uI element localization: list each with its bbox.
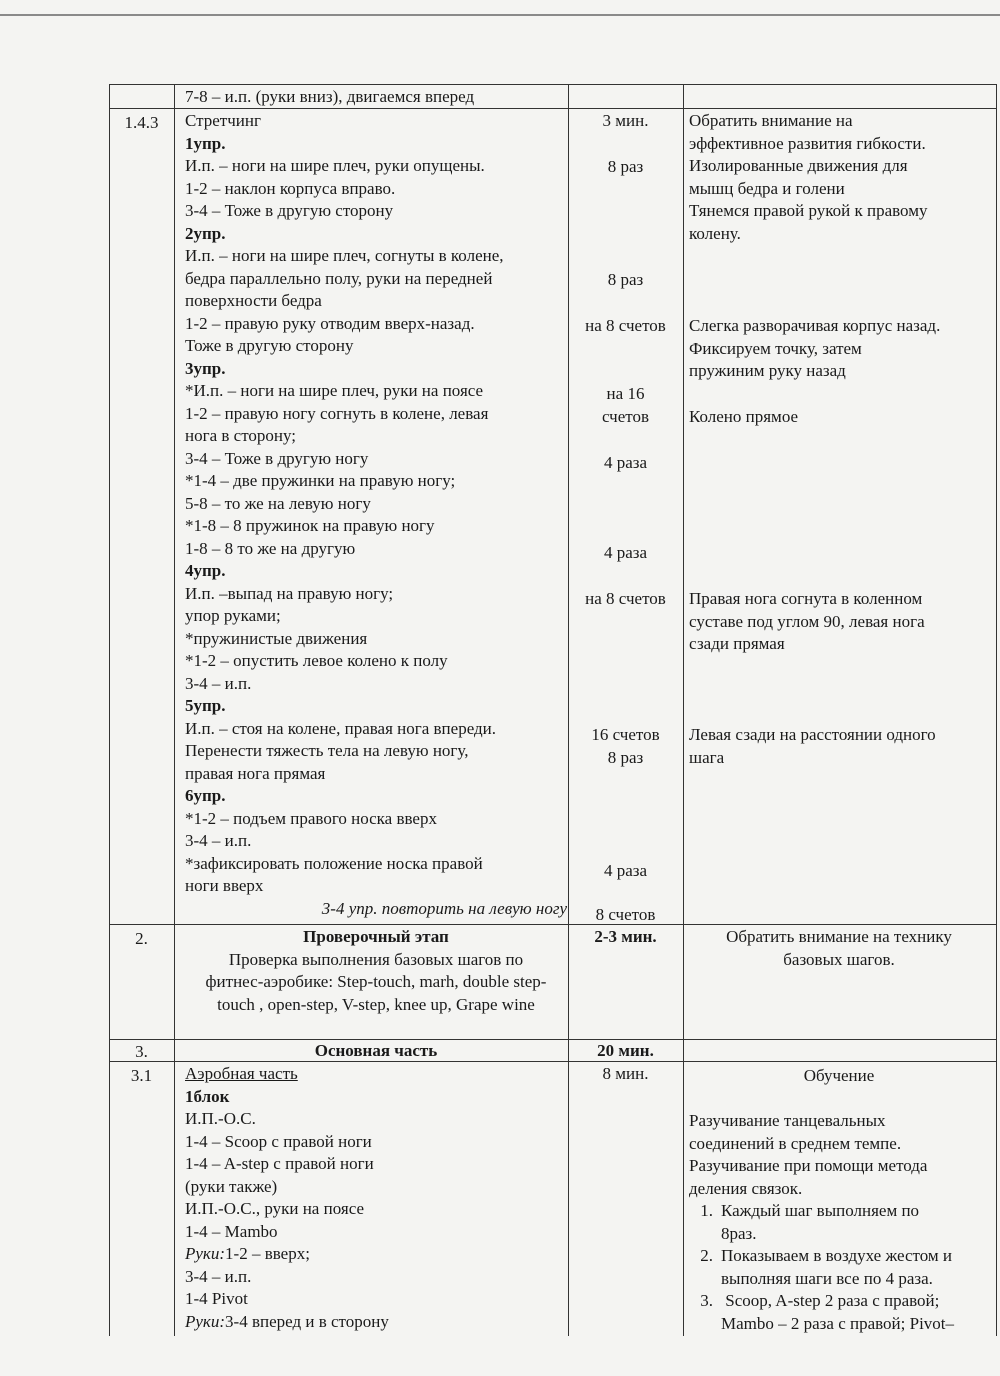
row-2-number: 2.	[135, 929, 148, 948]
row-4-time: 8 мин.	[602, 1064, 649, 1083]
row-2-time: 2-3 мин.	[594, 927, 657, 946]
row-1-number: 1.4.3	[124, 113, 159, 132]
row-3-time: 20 мин.	[597, 1041, 654, 1060]
row-4-number: 3.1	[130, 1066, 153, 1085]
row-2-content: Проверочный этап Проверка выполнения базовых шагов по фитнес-аэробике: Step-touch, marh, double step-touch , open-step, V-step, knee up, Grape wine	[205, 927, 547, 1014]
row-0-content: 7-8 – и.п. (руки вниз), двигаемся вперед	[185, 87, 475, 106]
row-4-notes: Обучение Разучивание танцевальных соединений в среднем темпе. Разучивание при помощи метода деления связок. 1. Каждый шаг выполняем по 8раз. 2. Показываем в воздухе жестом и выполняя шаги все по 4 раза. 3. Scoop, A-step 2 раза с правой; Mambo – 2 раза с правой; Pivot–	[689, 1066, 955, 1333]
row-4-content: Аэробная часть 1блок И.П.-О.С. 1-4 – Scoop с правой ноги 1-4 – A-step с правой ноги (руки также) И.П.-О.С., руки на поясе 1-4 – Mambo Руки:1-2 – вверх; 3-4 – и.п. 1-4 Pivot Руки:3-4 вперед и в сторону	[185, 1064, 389, 1331]
row-3-title: Основная часть	[314, 1041, 438, 1060]
row-1-content: Стретчинг 1упр. И.п. – ноги на шире плеч, руки опущены. 1-2 – наклон корпуса вправо. 3-4 – Тоже в другую сторону 2упр. И.п. – ноги на шире плеч, согнуты в колене, бедра параллельно полу, руки на передней поверхности бедра 1-2 – правую руку отводим вверх-назад. Тоже в другую сторону 3упр. *И.п. – ноги на шире плеч, руки на поясе 1-2 – правую ногу согнуть в колене, левая нога в сторону; 3-4 – Тоже в другую ногу *1-4 – две пружинки на правую ногу; 5-8 – то же на левую ногу *1-8 – 8 пружинок на правую ногу 1-8 – 8 то же на другую 4упр. И.п. –выпад на правую ногу; упор руками; *пружинистые движения *1-2 – опустить левое колено к полу 3-4 – и.п. 5упр. И.п. – стоя на колене, правая нога впереди. Перенести тяжесть тела на левую ногу, правая нога прямая 6упр. *1-2 – подъем правого носка вверх 3-4 – и.п. *зафиксировать положение носка правой ноги вверх 3-4 упр. повторить на левую ногу	[185, 111, 567, 918]
row-2-notes: Обратить внимание на технику базовых шагов.	[726, 927, 952, 969]
scan-top-edge	[0, 14, 1000, 16]
row-3-number: 3.	[135, 1042, 148, 1061]
